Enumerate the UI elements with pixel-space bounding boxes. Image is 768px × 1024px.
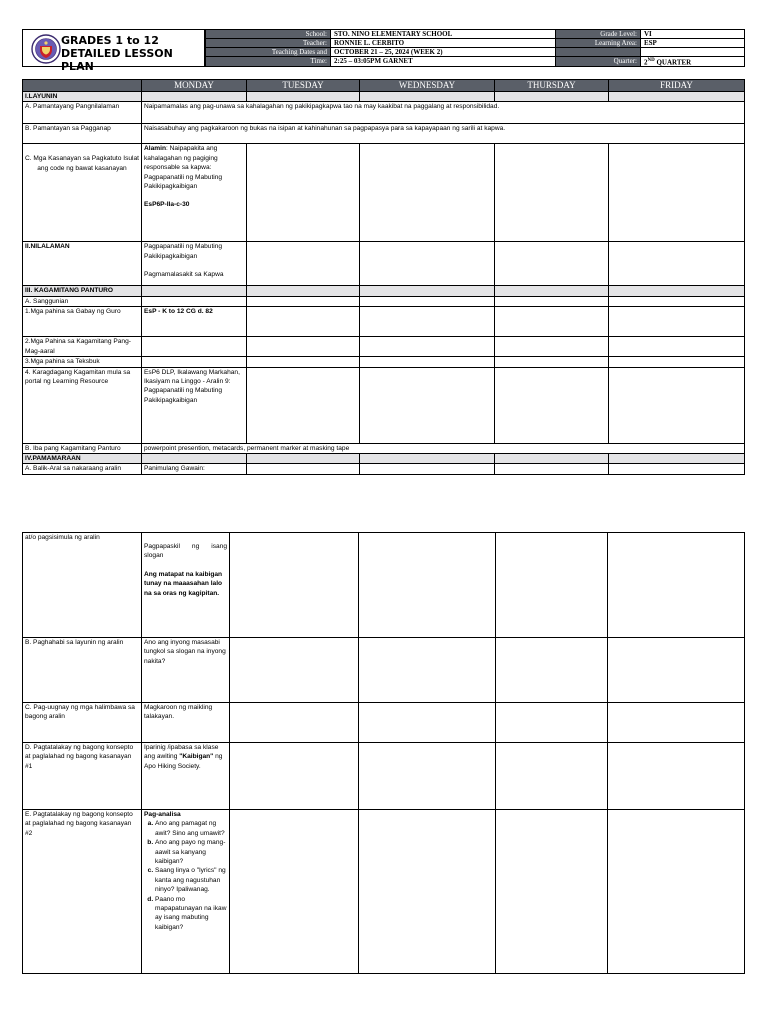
table-row (23, 242, 745, 286)
school-label: School: (206, 30, 331, 39)
section-cell (609, 286, 745, 296)
section-cell (609, 92, 745, 102)
time-value: 2:25 – 03:05PM GARNET (331, 57, 556, 67)
table-cell (609, 242, 745, 286)
table-row (23, 810, 745, 974)
table-row (23, 743, 745, 810)
table-cell (230, 810, 359, 974)
pag-analisa-heading: Pag-analisa (144, 811, 181, 818)
table-row (23, 337, 745, 357)
pagsisimula-text: Pagpapaskil ng isang slogan (144, 543, 227, 560)
section-cell (142, 286, 247, 296)
blank-value (641, 48, 745, 57)
section-cell (495, 92, 609, 102)
section-label-layunin: I.LAYUNIN (23, 92, 142, 102)
pag-uugnay-monday: Magkaroon ng maikling talakayan. (142, 703, 230, 743)
table-row (23, 638, 745, 703)
table-row (23, 144, 745, 242)
table-cell (360, 367, 495, 443)
table-row (23, 124, 745, 144)
row-label-pagtatalakay-1: D. Pagtatalakay ng bagong konsepto at paglalahad ng bagong kasanayan #1 (23, 743, 142, 810)
nilalaman-monday (142, 242, 247, 286)
table-row (23, 357, 745, 367)
learning-area-label: Learning Area: (556, 39, 641, 48)
quarter-word: QUARTER (654, 58, 692, 67)
quarter-value (641, 57, 745, 67)
teacher-label: Teacher: (206, 39, 331, 48)
table-cell (609, 367, 745, 443)
table-cell (609, 337, 745, 357)
table-cell (608, 533, 745, 638)
table-cell (609, 144, 745, 242)
section-cell (360, 286, 495, 296)
table-cell (608, 810, 745, 974)
school-value: STO. NINO ELEMENTARY SCHOOL (331, 30, 556, 39)
pagtatalakay-2-monday (142, 810, 230, 974)
gabay-guro-monday: EsP - K to 12 CG d. 82 (142, 307, 247, 337)
table-cell (496, 703, 608, 743)
table-cell (360, 357, 495, 367)
pagtatalakay-1-text-b: ng Apo Hiking Society. (144, 753, 223, 770)
row-label-gabay-guro: 1.Mga pahina sa Gabay ng Guro (23, 307, 142, 337)
table-row (23, 367, 745, 443)
section-label-kagamitan: III. KAGAMITANG PANTURO (23, 286, 142, 296)
table-cell (360, 242, 495, 286)
table-cell (495, 464, 609, 474)
table-cell (609, 357, 745, 367)
section-cell (142, 454, 247, 464)
day-header-friday: FRIDAY (609, 80, 745, 92)
title-line-2: DETAILED LESSON PLAN (61, 47, 173, 73)
row-label-iba-pang-kagamitan: B. Iba pang Kagamitang Panturo (23, 443, 142, 453)
quarter-label: Quarter: (556, 57, 641, 67)
section-cell (247, 286, 360, 296)
row-label-pamantayang-pangnilalaman: A. Pamantayang Pangnilalaman (23, 102, 142, 124)
alamin-text: : Naipapakita ang kahalagahan ng pagiging responsable sa kapwa: Pagpapanatili ng Mabuting Pakikipagkaibigan (144, 145, 223, 191)
table-cell (360, 307, 495, 337)
document-title (61, 34, 204, 73)
section-cell (609, 454, 745, 464)
pamantayan-pagganap-text: Naisasabuhay ang pagkakaroon ng bukas na isipan at kahinahunan sa pagpapasya para sa kapayapaan ng sarili at kapwa. (142, 124, 745, 144)
question-text: Paano mo mapapatunayan na ikaw ay isang mabuting kaibigan? (155, 895, 227, 931)
table-cell (495, 242, 609, 286)
quarter-suffix: ND (647, 58, 655, 63)
table-cell (609, 464, 745, 474)
table-row (23, 296, 745, 306)
day-header-row (23, 80, 745, 92)
table-cell (360, 296, 495, 306)
question-text: Ano ang payo ng mang-aawit sa kanyang kaibigan? (155, 839, 226, 866)
section-cell (360, 92, 495, 102)
pagtatalakay-1-monday (142, 743, 230, 810)
row-label-kagamitang-mag-aaral: 2.Mga Pahina sa Kagamitang Pang-Mag-aaral (23, 337, 142, 357)
learning-area-value: ESP (641, 39, 745, 48)
table-cell (495, 307, 609, 337)
row-label-pag-uugnay: C. Pag-uugnay ng mga halimbawa sa bagong aralin (23, 703, 142, 743)
table-cell (359, 810, 496, 974)
table-cell (608, 703, 745, 743)
table-cell (230, 638, 359, 703)
section-cell (495, 286, 609, 296)
row-label-pagtatalakay-2: E. Pagtatalakay ng bagong konsepto at paglalahad ng bagong kasanayan #2 (23, 810, 142, 974)
day-header-tuesday: TUESDAY (247, 80, 360, 92)
table-row (23, 464, 745, 474)
table-row (23, 102, 745, 124)
table-cell (495, 367, 609, 443)
table-cell (496, 638, 608, 703)
table-row (23, 703, 745, 743)
nilalaman-topic-2: Pagmamalasakit sa Kapwa (144, 271, 224, 279)
table-cell (608, 638, 745, 703)
row-label-learning-resource: 4. Karagdagang Kagamitan mula sa portal ng Learning Resource (23, 367, 142, 443)
list-item (155, 819, 227, 838)
question-text: Saang linya o "lyrics" ng kanta ang nagustuhan ninyo? Ipaliwanag. (155, 867, 226, 894)
info-table (205, 29, 745, 67)
section-cell (247, 92, 360, 102)
day-header-monday: MONDAY (142, 80, 247, 92)
time-label: Time: (206, 57, 331, 67)
lesson-plan-table-page2 (22, 532, 745, 974)
table-cell (360, 144, 495, 242)
table-cell (142, 296, 247, 306)
title-line-1: GRADES 1 to 12 (61, 34, 159, 47)
nilalaman-topic-1: Pagpapanatili ng Mabuting Pakikipagkaibigan (144, 243, 223, 260)
table-cell (359, 703, 496, 743)
table-cell (609, 296, 745, 306)
table-cell (142, 337, 247, 357)
section-cell (360, 454, 495, 464)
teacher-value: RONNIE L. CERBITO (331, 39, 556, 48)
pagtatalakay-1-text-a: Iparinig /ipabasa sa klase ang awiting (144, 744, 219, 761)
table-cell (230, 703, 359, 743)
kasanayan-monday (142, 144, 247, 242)
table-cell (142, 357, 247, 367)
table-row (23, 533, 745, 638)
table-row (23, 443, 745, 453)
balik-aral-monday: Panimulang Gawain: (142, 464, 247, 474)
table-cell (495, 144, 609, 242)
table-cell (608, 743, 745, 810)
table-cell (247, 144, 360, 242)
section-cell (495, 454, 609, 464)
section-cell (247, 454, 360, 464)
table-cell (495, 337, 609, 357)
logo-cell (22, 29, 205, 73)
section-label-pamamaraan: IV.PAMAMARAAN (23, 454, 142, 464)
deped-seal-icon (31, 34, 61, 64)
section-row-layunin (23, 92, 745, 102)
table-cell (496, 743, 608, 810)
row-label-pamantayan-pagganap: B. Pamantayan sa Pagganap (23, 124, 142, 144)
learning-resource-monday: EsP6 DLP, Ikalawang Markahan, Ikasiyam na Linggo - Aralin 9: Pagpapanatili ng Mabuting Pakikipagkaibigan (142, 367, 247, 443)
row-label-sanggunian: A. Sanggunian (23, 296, 142, 306)
teaching-dates-label: Teaching Dates and (206, 48, 331, 57)
table-row (23, 307, 745, 337)
slogan-text: Ang matapat na kaibigan tunay na maaasahan lalo na sa oras ng kagipitan. (144, 570, 223, 597)
table-cell (495, 296, 609, 306)
table-cell (247, 307, 360, 337)
row-label-nilalaman: II.NILALAMAN (23, 242, 142, 286)
iba-pang-kagamitan-text: powerpoint presention, metacards, permanent marker at masking tape (142, 443, 745, 453)
day-header-thursday: THURSDAY (495, 80, 609, 92)
row-label-kasanayan: C. Mga Kasanayan sa Pagkatuto Isulat ang code ng bawat kasanayan (23, 144, 142, 242)
question-text: Ano ang pamagat ng awit? Sino ang umawit? (155, 820, 225, 837)
analysis-questions (144, 819, 227, 932)
table-cell (247, 242, 360, 286)
pamantayang-pangnilalaman-text: Naipamamalas ang pag-unawa sa kahalagahan ng pakikipagkapwa tao na may kaakibat na paggalang at responsibilidad. (142, 102, 745, 124)
list-item (155, 838, 227, 866)
table-cell (359, 533, 496, 638)
list-item (155, 866, 227, 894)
day-header-wednesday: WEDNESDAY (360, 80, 495, 92)
table-cell (247, 367, 360, 443)
alamin-heading: Alamin (144, 145, 166, 153)
table-cell (360, 464, 495, 474)
lesson-plan-table-page1 (22, 79, 745, 475)
table-cell (496, 810, 608, 974)
teaching-dates-value: OCTOBER 21 – 25, 2024 (WEEK 2) (331, 48, 556, 57)
day-header-blank (23, 80, 142, 92)
table-cell (247, 357, 360, 367)
table-cell (609, 307, 745, 337)
table-cell (247, 464, 360, 474)
paghahabi-monday: Ano ang inyong masasabi tungkol sa slogan na inyong nakita? (142, 638, 230, 703)
table-cell (230, 533, 359, 638)
blank-label (556, 48, 641, 57)
pagsisimula-monday (142, 533, 230, 638)
section-row-pamamaraan (23, 454, 745, 464)
competency-code: EsP6P-IIa-c-30 (144, 201, 190, 209)
grade-level-value: VI (641, 30, 745, 39)
table-cell (360, 337, 495, 357)
section-cell (142, 92, 247, 102)
table-cell (247, 337, 360, 357)
row-label-pagsisimula: at/o pagsisimula ng aralin (23, 533, 142, 638)
lesson-plan-header (22, 29, 744, 73)
section-row-kagamitan (23, 286, 745, 296)
row-label-balik-aral: A. Balik-Aral sa nakaraang aralin (23, 464, 142, 474)
quarter-number: 2 (644, 58, 648, 67)
table-cell (495, 357, 609, 367)
row-label-teksbuk: 3.Mga pahina sa Teksbuk (23, 357, 142, 367)
list-item (155, 895, 227, 933)
table-cell (247, 296, 360, 306)
grade-level-label: Grade Level: (556, 30, 641, 39)
row-label-paghahabi: B. Paghahabi sa layunin ng aralin (23, 638, 142, 703)
table-cell (230, 743, 359, 810)
table-cell (496, 533, 608, 638)
song-title: "Kaibigan" (179, 753, 214, 761)
table-cell (359, 638, 496, 703)
table-cell (359, 743, 496, 810)
